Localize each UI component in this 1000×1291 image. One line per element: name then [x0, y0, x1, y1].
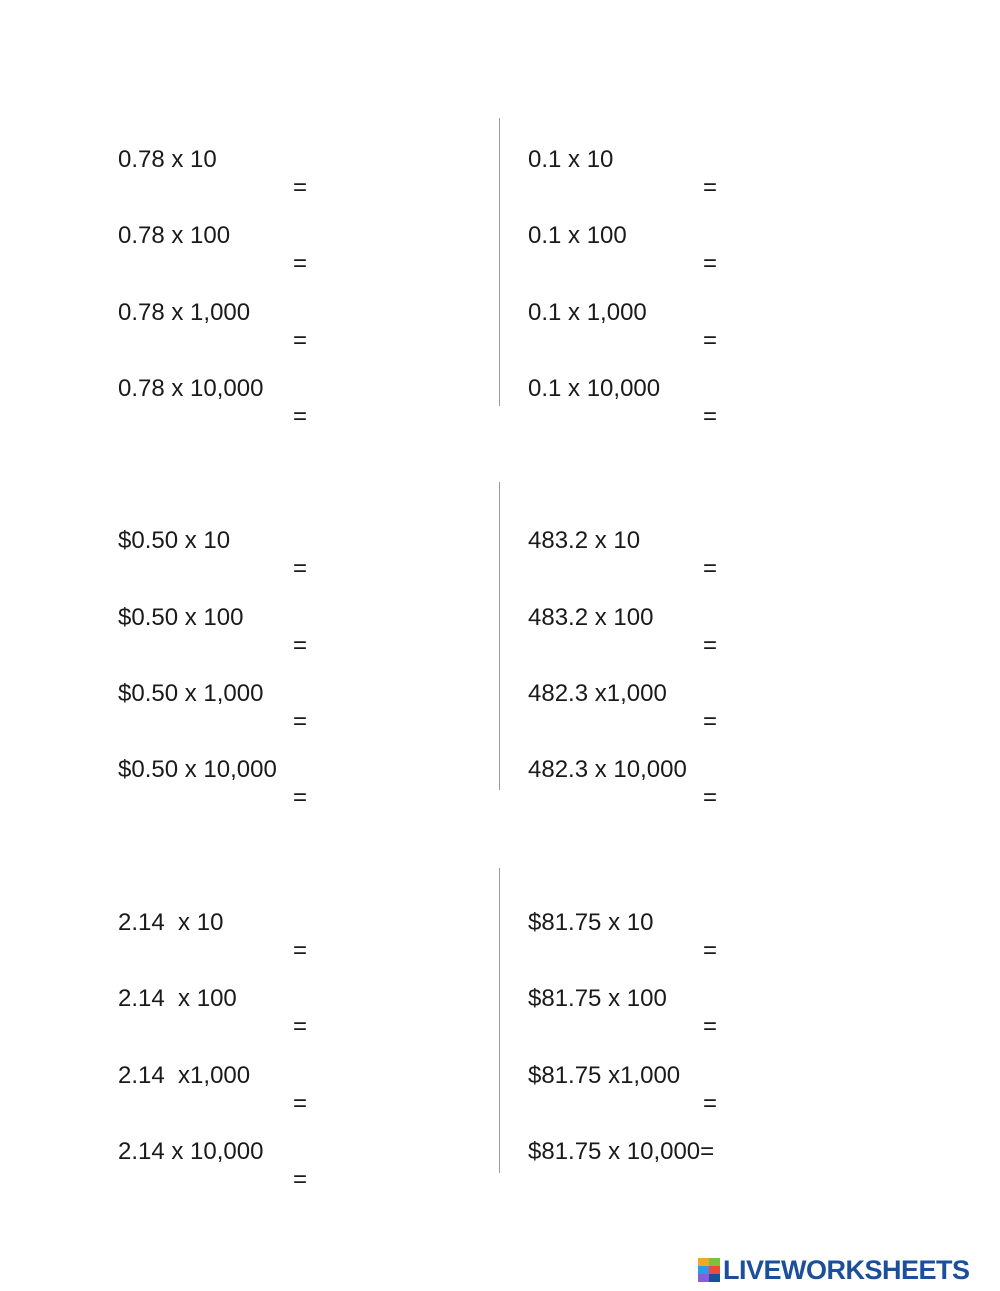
equals-sign: = [703, 555, 718, 582]
problem-expression: 0.78 x 10,000 [118, 375, 264, 402]
problem-expression: 482.3 x1,000 [528, 680, 667, 707]
equals-sign: = [293, 327, 308, 354]
equals-sign: = [293, 937, 308, 964]
problem-expression: $0.50 x 100 [118, 604, 244, 631]
column-divider [499, 118, 500, 406]
equals-sign: = [703, 632, 718, 659]
problem-expression: $81.75 x 100 [528, 985, 667, 1012]
problem-expression: $81.75 x 10,000= [528, 1138, 715, 1165]
problem-expression: $0.50 x 10,000 [118, 756, 277, 783]
equals-sign: = [703, 1013, 718, 1040]
problem-expression: $81.75 x1,000 [528, 1062, 681, 1089]
equals-sign: = [703, 1090, 718, 1117]
equals-sign: = [703, 784, 718, 811]
problem-expression: 2.14 x 100 [118, 985, 237, 1012]
equals-sign: = [293, 1013, 308, 1040]
equals-sign: = [703, 250, 718, 277]
column-divider [499, 482, 500, 790]
problem-expression: 0.1 x 100 [528, 222, 627, 249]
problem-expression: 0.78 x 10 [118, 146, 217, 173]
equals-sign: = [293, 708, 308, 735]
equals-sign: = [703, 174, 718, 201]
liveworksheets-logo [698, 1256, 970, 1284]
equals-sign: = [703, 937, 718, 964]
problem-expression: 0.1 x 10 [528, 146, 614, 173]
equals-sign: = [293, 403, 308, 430]
problem-expression: $0.50 x 1,000 [118, 680, 264, 707]
problem-expression: $0.50 x 10 [118, 527, 231, 554]
equals-sign: = [293, 555, 308, 582]
logo-text: LIVEWORKSHEETS [723, 1254, 970, 1285]
problem-expression: 2.14 x1,000 [118, 1062, 251, 1089]
equals-sign: = [703, 708, 718, 735]
problem-expression: 0.1 x 10,000 [528, 375, 661, 402]
problem-expression: 483.2 x 100 [528, 604, 654, 631]
equals-sign: = [293, 1166, 308, 1193]
problem-expression: 0.1 x 1,000 [528, 299, 647, 326]
equals-sign: = [703, 327, 718, 354]
problem-expression: 482.3 x 10,000 [528, 756, 687, 783]
problem-expression: 0.78 x 1,000 [118, 299, 251, 326]
problem-expression: 2.14 x 10 [118, 909, 224, 936]
problem-expression: 2.14 x 10,000 [118, 1138, 264, 1165]
column-divider [499, 868, 500, 1173]
liveworksheets-mark-icon [698, 1258, 720, 1282]
equals-sign: = [703, 403, 718, 430]
problem-expression: 0.78 x 100 [118, 222, 231, 249]
equals-sign: = [293, 250, 308, 277]
equals-sign: = [293, 174, 308, 201]
equals-sign: = [293, 784, 308, 811]
equals-sign: = [293, 1090, 308, 1117]
problem-expression: 483.2 x 10 [528, 527, 641, 554]
equals-sign: = [293, 632, 308, 659]
problem-expression: $81.75 x 10 [528, 909, 654, 936]
